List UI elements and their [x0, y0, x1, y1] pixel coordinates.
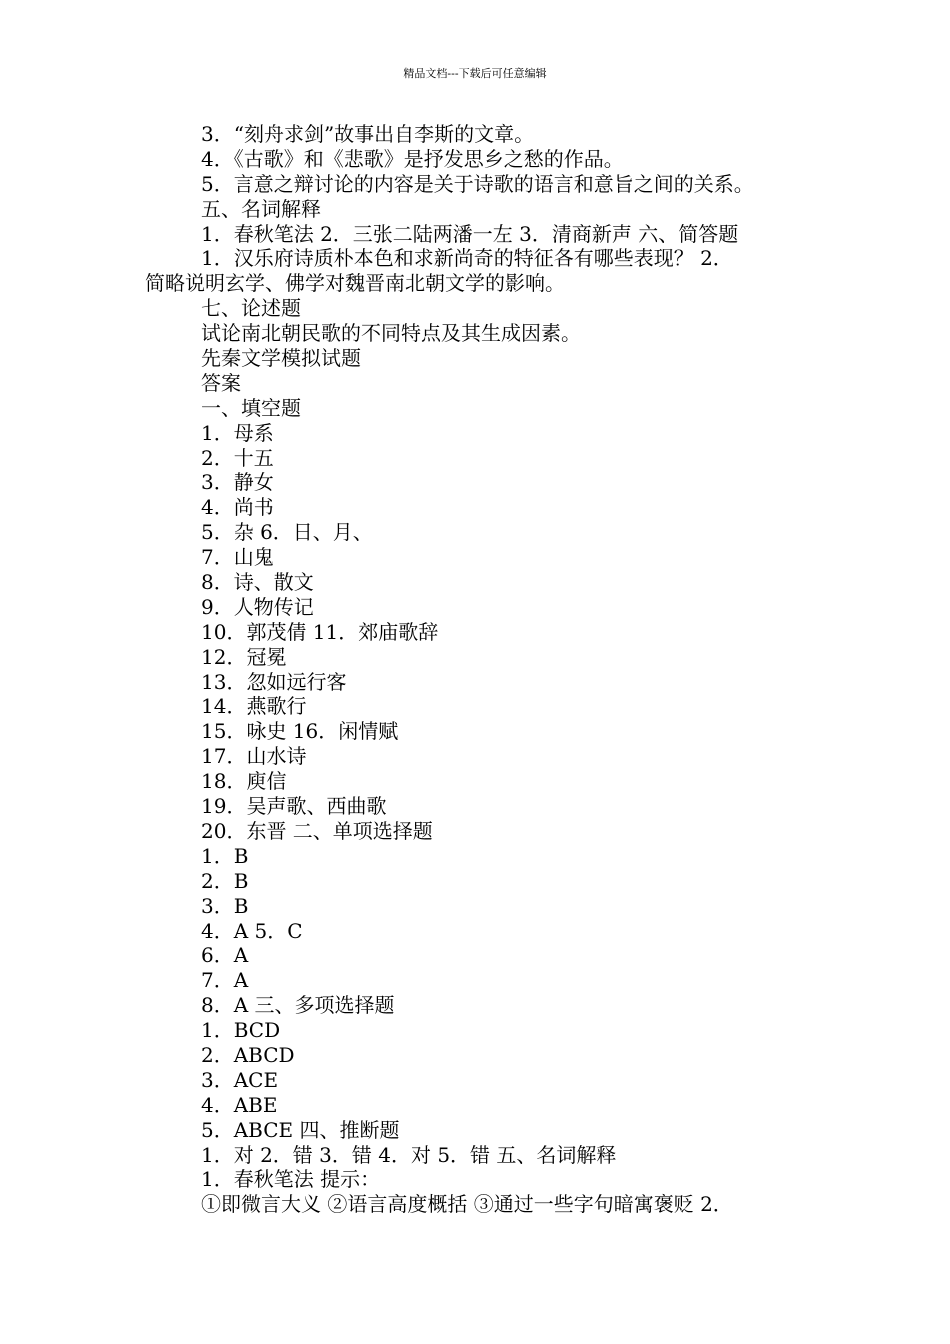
- text-line: 5．ABCE 四、推断题: [201, 1117, 400, 1142]
- text-line: 15．咏史 16．闲情赋: [201, 719, 399, 744]
- text-line: 1．B: [201, 843, 249, 868]
- text-line: 答案: [201, 370, 241, 395]
- text-line: 7．山鬼: [201, 545, 274, 570]
- text-line: 1．春秋笔法 2．三张二陆两潘一左 3．清商新声 六、简答题: [201, 221, 739, 246]
- text-line: 19．吴声歌、西曲歌: [201, 794, 387, 819]
- text-line: 8．诗、散文: [201, 570, 314, 595]
- page-header: 精品文档---下载后可任意编辑: [403, 67, 547, 80]
- text-line: 12．冠冕: [201, 644, 287, 669]
- text-line: 4．《古歌》和《悲歌》是抒发思乡之愁的作品。: [201, 146, 624, 171]
- text-line: 13．忽如远行客: [201, 669, 347, 694]
- text-line: 17．山水诗: [201, 744, 307, 769]
- text-line: 1．春秋笔法 提示：: [201, 1167, 381, 1192]
- text-line: 简略说明玄学、佛学对魏晋南北朝文学的影响。: [145, 271, 565, 296]
- text-line: 2．ABCD: [201, 1042, 295, 1067]
- text-line: 5．言意之辩讨论的内容是关于诗歌的语言和意旨之间的关系。: [201, 171, 754, 196]
- text-line: 1．对 2．错 3．错 4．对 5．错 五、名词解释: [201, 1142, 617, 1167]
- document-body: [145, 122, 815, 1217]
- text-line: 1．BCD: [201, 1018, 281, 1043]
- text-line: 4．尚书: [201, 495, 274, 520]
- text-line: 一、填空题: [201, 395, 301, 420]
- text-line: 3．“刻舟求剑”故事出自李斯的文章。: [201, 122, 535, 146]
- text-line: 1．汉乐府诗质朴本色和求新尚奇的特征各有哪些表现？ 2．: [201, 246, 733, 271]
- text-line: 9．人物传记: [201, 594, 314, 619]
- text-line: 3．ACE: [201, 1067, 279, 1092]
- text-line: 4．A 5．C: [201, 918, 303, 943]
- text-line: 20．东晋 二、单项选择题: [201, 818, 433, 843]
- text-line: 6．A: [201, 943, 249, 968]
- text-line: 先秦文学模拟试题: [201, 346, 361, 371]
- text-line: 7．A: [201, 968, 249, 993]
- text-line: 8．A 三、多项选择题: [201, 993, 395, 1018]
- text-line: 2．十五: [201, 445, 274, 470]
- text-line: 3．静女: [201, 470, 274, 495]
- text-line: ①即微言大义 ②语言高度概括 ③通过一些字句暗寓褒贬 2．: [201, 1192, 733, 1217]
- text-line: 1．母系: [201, 420, 274, 445]
- text-line: 七、论述题: [201, 296, 301, 321]
- text-line: 10．郭茂倩 11．郊庙歌辞: [201, 619, 439, 644]
- text-line: 3．B: [201, 893, 249, 918]
- text-line: 4．ABE: [201, 1092, 278, 1117]
- text-line: 2．B: [201, 868, 249, 893]
- text-line: 试论南北朝民歌的不同特点及其生成因素。: [201, 321, 581, 346]
- text-line: 18．庾信: [201, 769, 287, 794]
- text-line: 五、名词解释: [201, 196, 321, 221]
- text-line: 14．燕歌行: [201, 694, 307, 719]
- text-line: 5．杂 6．日、月、: [201, 520, 373, 545]
